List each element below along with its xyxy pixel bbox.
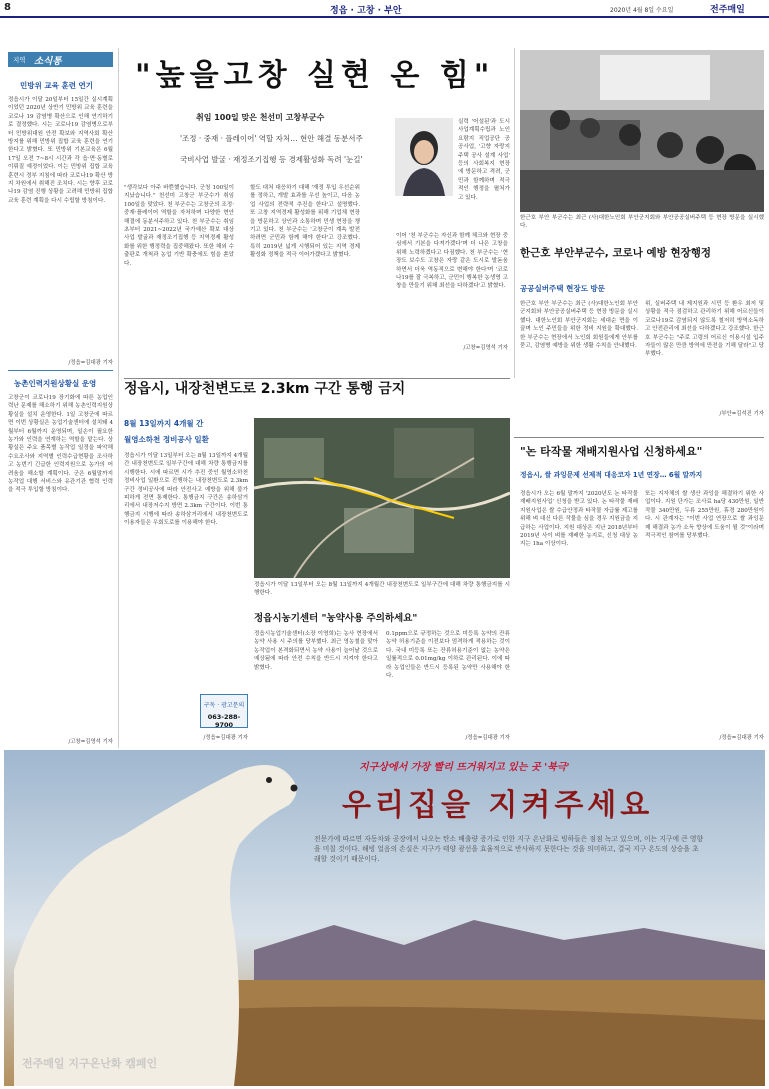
meeting-photo [520, 50, 764, 212]
road-headline: 정읍시, 내장천변도로 2.3km 구간 통행 금지 [124, 381, 406, 397]
section-title: 정읍 · 고창 · 부안 [330, 6, 402, 16]
farm-credit: /정읍=김대광 기자 [465, 735, 510, 741]
feature-headline: "높을고창 실현 온 힘" [135, 58, 495, 93]
page-header [0, 0, 769, 18]
tajak-sub: 정읍시, 쌀 과잉문제 선제적 대응코자 1년 연장… 6월 말까지 [520, 471, 703, 479]
feature-col3: 이어 '천 부군수는 자신과 함께 체크와 현장 중심에서 기본을 다져가겠다'며 더 나은 고창을 위해 노력하겠다고 다짐했다. 천 부군수는 '현장도 보수도 고창은 자랑 같은 도시로 발돋움하면서 더욱 역동적으로 변해야 한다'며 '코로나19를 잘 극복하고, 군민이 행복한 농생명 고창을 만들기 위해 최선을 다하겠다'고 밝혔다. [396, 233, 508, 290]
ad-headline: 우리집을 지켜주세요 [342, 788, 654, 823]
feature-col2: 할도 대처 대응하기 대해 '재정 투입 우선순위를 정하고, 개발 효과를 우선 높이고, 다음 농업 사업의 전략적 추진을 한다'고 설명했다. 또 고창 지역경제 활성화를 위해 기업체 현장을 방문하고 상인과 소통하며 민생 현장을 챙기고 있다. 천 부군수는 '고창군이 계속 발전하려면 군민과 함께 해야 한다'고 강조했다. 특히 2019년 넓게 시행되어 있는 지역 경제 활성화 정책을 적극 이어가겠다고 밝혔다. [250, 185, 360, 259]
ad-body: 전문가에 따르면 자동차와 공장에서 나오는 탄소 배출량 증가로 인한 지구 온난화로 빙하들은 점점 녹고 있으며, 이는 지구에 큰 영향을 미칠 것이다. 해빙 얼음의 손실은 지구가 태양 광선을 효율적으로 반사하지 못한다는 것을 의미하고, 결국 지구 온도의 상승을 초래할 것이기 때문이다. [314, 835, 704, 863]
subscribe-box [200, 694, 248, 728]
tajak-col2: 또는 지자체의 쌀 생산 과잉을 해결하기 위한 사업이다. 지원 단가는 조사료 ha당 430만원, 일반작물 340만원, 두류 255만원, 휴경 280만원이다. 시 관계자는 "이번 사업 연장으로 쌀 과잉문제 해결과 농가 소득 향상에 도움이 될 것"이라며 적극적인 참여를 당부했다. [645, 491, 764, 540]
feature-sub1: '조정 · 중재 · 플레이어' 역할 자처… 현안 해결 동분서주 [180, 134, 363, 143]
tajak-col1: 정읍시가 오는 6월 말까지 '2020년도 논 타작물 재배지원사업' 신청을 받고 있다. 논 타작물 재배지원사업은 쌀 수급안정과 타작물 자급률 제고를 위해 벼 대신 다른 작물을 심을 경우 지원금을 지급하는 사업이다. 지원 대상은 지난 2018년부터 2019년 사이 벼를 재배한 농지로, 신청 대상 농지는 1ha 이상이다. [520, 491, 638, 548]
farm-col1: 정읍시농업기술센터(소장 이영희)는 농사 현장에서 농약 사용 시 주의를 당부했다. 최근 영농철을 맞아 농작업이 본격화되면서 농약 사용이 늘어날 것으로 예상됨에 따라 안전 수칙을 반드시 지켜야 한다고 밝혔다. [254, 631, 378, 671]
right-col1: 한근호 부안 부군수는 최근 (사)대한노인회 부안군지회와 부안공공실버주택 등 현장 방문을 실시했다. 대한노인회 부안군지회는 세대순 면을 이끌며 노인 주민들을 위한 정비 지원을 확대했다. 한 부군수는 현장에서 노인회 회원들에게 안부를 묻고, 감염병 예방을 위한 생활 수칙을 안내했다. [520, 301, 638, 350]
paper-logo: 전주매일 [710, 5, 745, 15]
portrait-photo [395, 118, 453, 196]
local-news-box [8, 52, 113, 67]
ad-watermark: 전주매일 지구온난화 캠페인 [22, 1057, 158, 1070]
aerial-photo-caption: 정읍시가 이달 13일부터 오는 8월 13일까지 4개월간 내장천변도로 일부구간에 대해 차량 통행금지를 시행한다. [254, 582, 510, 597]
road-sub1: 8월 13일까지 4개월 간 [124, 419, 204, 428]
news2-title: 농촌인력지원상황실 운영 [14, 379, 97, 388]
feature-sub2: 국비사업 발굴 · 재정조기집행 등 경제활성화 독려 '눈길' [180, 155, 363, 164]
news1-body: 정읍시가 이달 20일부터 15일간 실시계획이었던 2020년 상반기 민방위 교육 훈련을 코로나 19 감염병 확산으로 인해 연기하기로 결정했다. 시는 코로나19 감염병으로부터 민방위대원 안전 확보와 지역사회 확산 방지를 위해 민방위 집합 교육 훈련을 연기한다고 밝혔다. 또 민방위 기본교육은 6월 17일 오전 7~8시 시간과 각 읍·면·동별로 이뤄질 예정이었다. 이는 민방위 집합 교육 훈련시 정부 지침에 따라 코로나19 확산 방지 차원에서 취해진 조치다. 시는 향후 코로나19 감염 진행 상황을 고려해 민방위 집합 교육 훈련 계획을 다시 수립할 방침이다. [8, 97, 113, 204]
farm-col2: 0.1ppm으로 규정하는 것으로 미등록 농약의 잔류농약 허용기준을 이전보다 엄격하게 적용하는 것이다. 국내 미등록 또는 잔류허용기준이 없는 농약은 일률적으로 0.01mg/kg 이하로 관리된다. 이에 따라 농업인들은 반드시 등록된 농약만 사용해야 한다. [386, 631, 510, 680]
feature-side-text: 실력 '어설된'과 도시 사업계획수립과 노인 요람지 직업공단 공공사업, '고향 자랑지주택 공사 설계 사업' 등의 사회복지 현장에 방문하고 격려, 군민과 함께하며 적극적인 행정을 펼쳐가고 있다. [458, 119, 510, 201]
ad-tagline: 지구상에서 가장 빨리 뜨거워지고 있는 곳 '북극' [359, 762, 570, 773]
column-rule [514, 48, 515, 378]
page-number: 8 [4, 2, 11, 13]
aerial-map-photo [254, 418, 510, 578]
box-label: 지역 [13, 56, 26, 64]
issue-date: 2020년 4월 8일 수요일 [610, 7, 674, 14]
aerial-view [254, 418, 510, 578]
feature-kicker: 취임 100일 맞은 천선미 고창부군수 [196, 113, 325, 122]
feature-col1: "생각보다 아주 바쁜했습니다. 군청 100일이 지났습니다." 천선미 고창군 부군수가 취임 100일을 맞았다. 천 부군수는 고창군의 조정·중재·플레이어 역할을 자처하며 다양한 현안 해결에 동분서주하고 있다. 천 부군수는 취임 초부터 2021~2022년 국가예산 확보 대상사업 발굴과 재정조기집행 등 지역경제 활성화를 위한 행정력을 집중해왔다. 또한 해외 수출판로 개척과 농업 기반 확충에도 힘을 쏟았다. [124, 185, 234, 267]
meeting-scene [520, 50, 764, 212]
divider [514, 437, 764, 438]
right-credit: /부안=김석진 기자 [719, 411, 764, 417]
climate-ad [4, 750, 765, 1086]
road-body: 정읍시가 이달 13일부터 오는 8월 13일까지 4개월간 내장천변도로 일부구간에 대해 차량 통행금지를 시행한다. 시에 따르면 시가 추진 중인 월영소하천 정비사업 일환으로 진행하는 내장천변도로 2.3km 구간 정비공사에 따라 안전사고 예방을 위해 불가피하게 전면 통제한다. 통행금지 구간은 송하삼거리에서 내장저수지 방면 2.3km 구간이다. 이번 통행금지 시행에 따라 송하삼거리에서 내장천변도로 이용자들은 우회도로를 이용해야 한다. [124, 453, 248, 527]
farm-headline: 정읍시농기센터 "농약사용 주의하세요" [254, 613, 418, 624]
meeting-photo-caption: 한근호 부안 부군수는 최근 (사)대한노인회 부안군지회와 부안공공실버주택 등 현장 방문을 실시했다. [520, 215, 764, 230]
news1-title: 민방위 교육 훈련 연기 [20, 81, 94, 90]
road-credit: /정읍=김대광 기자 [203, 735, 248, 741]
news2-body: 고창군이 코로나19 장기화에 따른 농업인력난 문제를 해소하기 위해 농촌인력지원상황실을 설치 운영한다. 1일 고창군에 따르면 이번 상황실은 농업기술센터에 설치돼 4월부터 6월까지 운영되며, 일손이 필요한 농가와 인력을 연계하는 역할을 맡는다. 상황실은 주요 품목별 농작업 일정을 파악해 수요조사와 지역별 인력수급현황을 조사하고 농번기 긴급한 인력지원으로 농가의 어려움을 해소할 계획이다. 군은 6월말까지 농작업 대행 서비스와 유관기관 협력 인력을 적극 투입할 방침이다. [8, 395, 113, 494]
road-sub2: 월영소하천 정비공사 일환 [124, 435, 209, 444]
divider [8, 370, 113, 371]
subscribe-label: 구독 · 광고문의 [203, 702, 245, 709]
right-col2: 위, 실버주택 내 제지원과 시민 등 환우 최저 및 상황을 적극 점검하고 관리하기 위해 어르신들이 코로나19로 감염되지 않도록 철저히 방역소독하고 안전관리에 최선을 다하겠다고 강조했다. 한근호 부군수는 "주로 고령의 어르신 이용시설 입주자들이 많은 만큼 방역에 만전을 기해 달라"고 당부했다. [645, 301, 764, 358]
column-rule [118, 48, 119, 748]
news2-credit: /고창=김영석 기자 [68, 739, 113, 745]
portrait-figure [395, 118, 453, 196]
subscribe-phone: 063-288-9700 [207, 713, 241, 729]
box-title: 소식통 [34, 56, 62, 67]
right-sub: 공공실버주택 현장도 방문 [520, 284, 605, 293]
tajak-headline: "논 타작물 재배지원사업 신청하세요" [520, 445, 703, 458]
news1-credit: /정읍=김대광 기자 [68, 360, 113, 366]
feature-credit: /고창=김영석 기자 [463, 345, 508, 351]
tajak-credit: /정읍=김대광 기자 [719, 735, 764, 741]
right-headline: 한근호 부안부군수, 코로나 예방 현장행정 [520, 247, 712, 259]
